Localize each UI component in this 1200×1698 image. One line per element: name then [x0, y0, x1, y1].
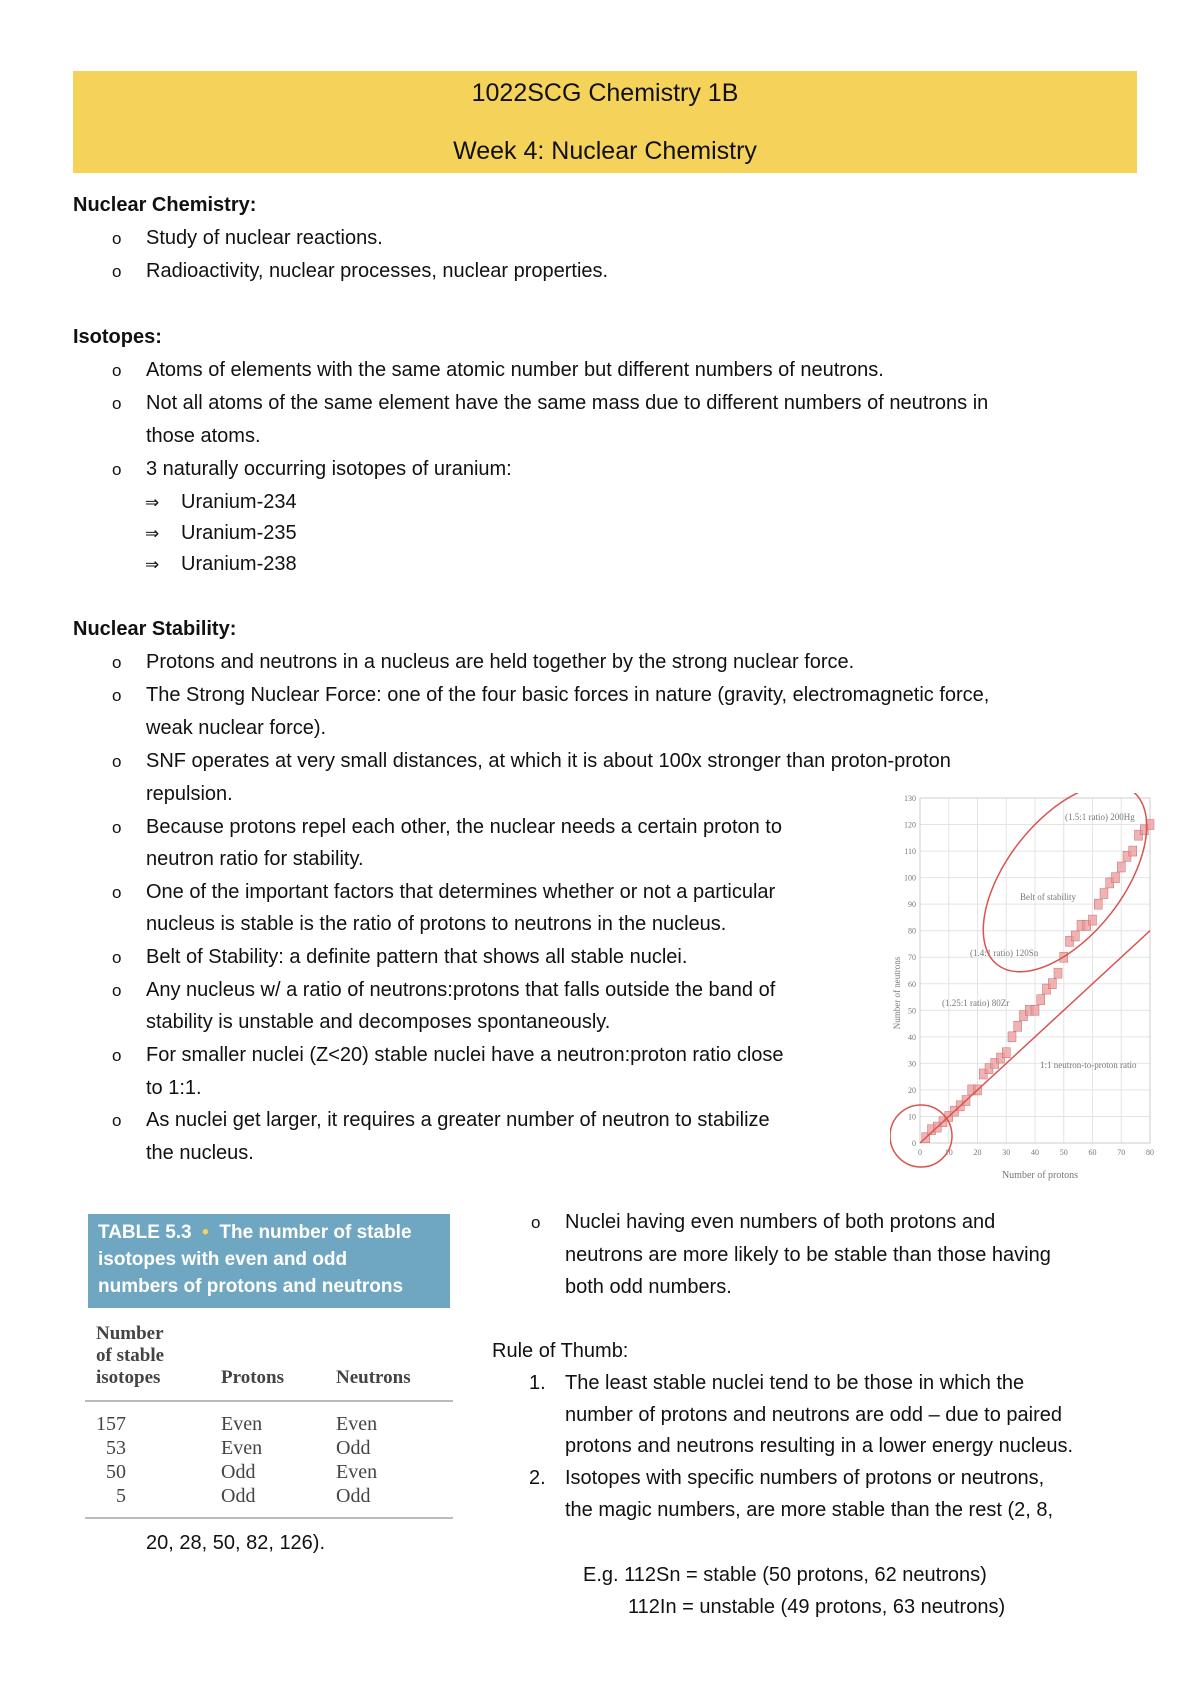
item-number: 1.	[529, 1372, 546, 1394]
cell-protons: Even	[221, 1437, 263, 1459]
x-tick-label: 40	[1031, 1148, 1039, 1157]
table-header-row	[85, 1311, 453, 1387]
table-divider	[85, 1517, 453, 1519]
bullet-marker: o	[112, 752, 122, 771]
list-item-continuation: nucleus is stable is the ratio of protons to neutrons in the nucleus.	[146, 913, 727, 935]
arrow-icon: ⇒	[145, 524, 160, 543]
stable-nucleus-point	[1112, 873, 1120, 883]
table-divider	[85, 1400, 453, 1402]
cell-neutrons: Even	[336, 1461, 378, 1483]
list-item: o As nuclei get larger, it requires a greater number of neutron to stabilize	[146, 1104, 770, 1137]
y-tick-label: 130	[904, 794, 916, 803]
stable-nucleus-point	[1117, 862, 1125, 872]
list-item: o One of the important factors that determines whether or not a particular	[146, 876, 775, 909]
table-caption-label: TABLE 5.3	[98, 1222, 192, 1243]
list-item-continuation: repulsion.	[146, 783, 233, 805]
x-tick-label: 20	[973, 1148, 982, 1157]
numbered-item-continuation: number of protons and neutrons are odd – due to paired	[565, 1404, 1063, 1426]
stable-nucleus-point	[1094, 899, 1102, 909]
column-header-protons: Protons	[221, 1367, 284, 1388]
cell-protons: Odd	[221, 1461, 256, 1483]
y-tick-label: 90	[908, 900, 916, 910]
stable-nucleus-point	[1031, 1005, 1039, 1015]
annotation-sn: (1.4:1 ratio) 120Sn	[970, 948, 1039, 958]
bullet-marker: o	[112, 1111, 122, 1130]
table-caption-line: The number of stable	[219, 1222, 412, 1243]
x-tick-label: 10	[944, 1148, 953, 1157]
x-tick-label: 50	[1059, 1148, 1068, 1157]
list-item: o Belt of Stability: a definite pattern that shows all stable nuclei.	[146, 941, 687, 974]
table-row	[85, 1461, 453, 1485]
rule-of-thumb-heading: Rule of Thumb:	[492, 1340, 629, 1362]
cell-neutrons: Odd	[336, 1437, 371, 1459]
bullet-marker: o	[112, 818, 122, 837]
y-tick-label: 60	[908, 979, 916, 989]
section-heading-isotopes: Isotopes:	[73, 326, 162, 348]
table-row	[85, 1413, 453, 1437]
example-line: 112In = unstable (49 protons, 63 neutrons)	[628, 1596, 1006, 1618]
list-item: o Not all atoms of the same element have the same mass due to different numbers of neutrons in	[146, 387, 988, 420]
x-tick-label: 0	[918, 1148, 922, 1157]
list-item: o Atoms of elements with the same atomic number but different numbers of neutrons.	[146, 354, 884, 387]
list-item-continuation: the nucleus.	[146, 1142, 254, 1164]
y-tick-label: 70	[908, 953, 916, 963]
list-item: o SNF operates at very small distances, at which it is about 100x stronger than proton-proton	[146, 745, 951, 778]
cell-neutrons: Odd	[336, 1485, 371, 1507]
list-item-continuation: neutron ratio for stability.	[146, 848, 364, 870]
stable-nucleus-point	[1037, 995, 1045, 1005]
y-tick-labels	[904, 794, 916, 1148]
stable-nucleus-point	[1048, 979, 1056, 989]
numbered-item-continuation: the magic numbers, are more stable than the rest (2, 8,	[565, 1499, 1054, 1521]
cell-protons: Odd	[221, 1485, 256, 1507]
stable-nucleus-point	[1014, 1021, 1022, 1031]
table-row	[85, 1437, 453, 1461]
column-header-neutrons: Neutrons	[336, 1367, 411, 1388]
annotation-ratio: 1:1 neutron-to-proton ratio	[1040, 1060, 1137, 1070]
list-item: o For smaller nuclei (Z<20) stable nuclei have a neutron:proton ratio close	[146, 1039, 784, 1072]
y-axis-label: Number of neutrons	[892, 956, 902, 1030]
list-item-continuation: those atoms.	[146, 425, 261, 447]
bullet-marker: o	[112, 948, 122, 967]
list-item-continuation: stability is unstable and decomposes spontaneously.	[146, 1011, 611, 1033]
bullet-marker: o	[112, 361, 122, 380]
bullet-marker: o	[112, 686, 122, 705]
bullet-marker: o	[112, 1046, 122, 1065]
numbered-item-continuation: protons and neutrons resulting in a lower energy nucleus.	[565, 1435, 1074, 1457]
numbered-item: 1. The least stable nuclei tend to be those in which the	[565, 1367, 1024, 1399]
table-row	[85, 1485, 453, 1509]
table-caption	[88, 1214, 450, 1308]
x-tick-label: 60	[1088, 1148, 1097, 1157]
stability-band	[922, 820, 1154, 1143]
list-item: o Because protons repel each other, the nuclear needs a certain proton to	[146, 811, 782, 844]
list-item: o 3 naturally occurring isotopes of uranium:	[146, 453, 512, 486]
bullet-marker: o	[112, 653, 122, 672]
list-item: o Any nucleus w/ a ratio of neutrons:protons that falls outside the band of	[146, 974, 775, 1007]
section-heading-nuclear-stability: Nuclear Stability:	[73, 618, 237, 640]
y-tick-label: 100	[904, 873, 916, 883]
bullet-marker: o	[112, 262, 122, 281]
arrow-icon: ⇒	[145, 555, 160, 574]
example-line: E.g. 112Sn = stable (50 protons, 62 neutrons)	[583, 1564, 987, 1586]
section-heading-nuclear-chemistry: Nuclear Chemistry:	[73, 194, 257, 216]
column-header-isotopes: Number of stable isotopes	[96, 1323, 165, 1388]
x-tick-label: 30	[1002, 1148, 1011, 1157]
uranium-item: ⇒ Uranium-235	[181, 518, 297, 549]
x-tick-label: 80	[1146, 1148, 1154, 1157]
bullet-marker: o	[112, 883, 122, 902]
uranium-item: ⇒ Uranium-234	[181, 487, 297, 518]
cell-count: 53	[106, 1437, 126, 1459]
y-tick-label: 30	[908, 1059, 916, 1069]
annotation-hg: (1.5:1 ratio) 200Hg	[1065, 812, 1135, 822]
y-tick-label: 110	[904, 847, 916, 857]
annotation-zr: (1.25:1 ratio) 80Zr	[942, 998, 1010, 1008]
bullet-marker: o	[112, 394, 122, 413]
y-tick-label: 50	[908, 1006, 916, 1016]
bullet-marker: o	[531, 1213, 541, 1232]
cell-count: 5	[116, 1485, 126, 1507]
x-tick-label: 70	[1117, 1148, 1126, 1157]
list-item-continuation: neutrons are more likely to be stable than those having	[565, 1244, 1051, 1266]
y-tick-label: 40	[908, 1032, 916, 1042]
numbered-item-continuation: 20, 28, 50, 82, 126).	[146, 1532, 326, 1554]
uranium-item: ⇒ Uranium-238	[181, 549, 297, 580]
title-banner	[73, 71, 1137, 173]
y-tick-label: 10	[908, 1112, 916, 1122]
x-axis-label: Number of protons	[1001, 1170, 1079, 1181]
list-item: o Protons and neutrons in a nucleus are held together by the strong nuclear force.	[146, 646, 854, 679]
item-number: 2.	[529, 1467, 546, 1489]
stable-nucleus-point	[1008, 1032, 1016, 1042]
stable-nucleus-point	[1129, 846, 1137, 856]
y-tick-label: 80	[908, 926, 916, 936]
highlight-circle-small	[890, 1105, 952, 1167]
cell-neutrons: Even	[336, 1413, 378, 1435]
table-caption-line: numbers of protons and neutrons	[98, 1276, 404, 1297]
annotation-belt: Belt of stability	[1020, 892, 1076, 902]
course-title: 1022SCG Chemistry 1B	[471, 79, 739, 107]
list-item: o The Strong Nuclear Force: one of the four basic forces in nature (gravity, electromagnetic force,	[146, 679, 989, 712]
list-item-continuation: both odd numbers.	[565, 1276, 732, 1298]
belt-of-stability-chart	[890, 793, 1160, 1183]
y-tick-label: 120	[904, 820, 916, 830]
stable-nucleus-point	[1002, 1048, 1010, 1058]
list-item-continuation: weak nuclear force).	[146, 717, 327, 739]
table-caption-line: isotopes with even and odd	[98, 1249, 348, 1270]
chart-grid	[920, 798, 1150, 1143]
cell-protons: Even	[221, 1413, 263, 1435]
cell-count: 157	[96, 1413, 126, 1435]
stable-nucleus-point	[1100, 889, 1108, 899]
cell-count: 50	[106, 1461, 126, 1483]
y-tick-label: 20	[908, 1085, 916, 1095]
stable-nucleus-point	[1054, 968, 1062, 978]
y-tick-label: 0	[912, 1139, 916, 1148]
stable-nucleus-point	[1071, 931, 1079, 941]
bullet-marker: o	[112, 981, 122, 1000]
stable-nucleus-point	[1089, 915, 1097, 925]
numbered-item: 2. Isotopes with specific numbers of protons or neutrons,	[565, 1462, 1044, 1494]
week-title: Week 4: Nuclear Chemistry	[453, 137, 757, 165]
arrow-icon: ⇒	[145, 493, 160, 512]
list-item: o Nuclei having even numbers of both protons and	[565, 1206, 995, 1239]
x-tick-labels	[918, 1148, 1154, 1157]
list-item-continuation: to 1:1.	[146, 1077, 202, 1099]
list-item: o Radioactivity, nuclear processes, nuclear properties.	[146, 255, 608, 288]
bullet-marker: o	[112, 229, 122, 248]
bullet-marker: o	[112, 460, 122, 479]
list-item: o Study of nuclear reactions.	[146, 222, 383, 255]
table-caption-dot: •	[202, 1222, 209, 1243]
